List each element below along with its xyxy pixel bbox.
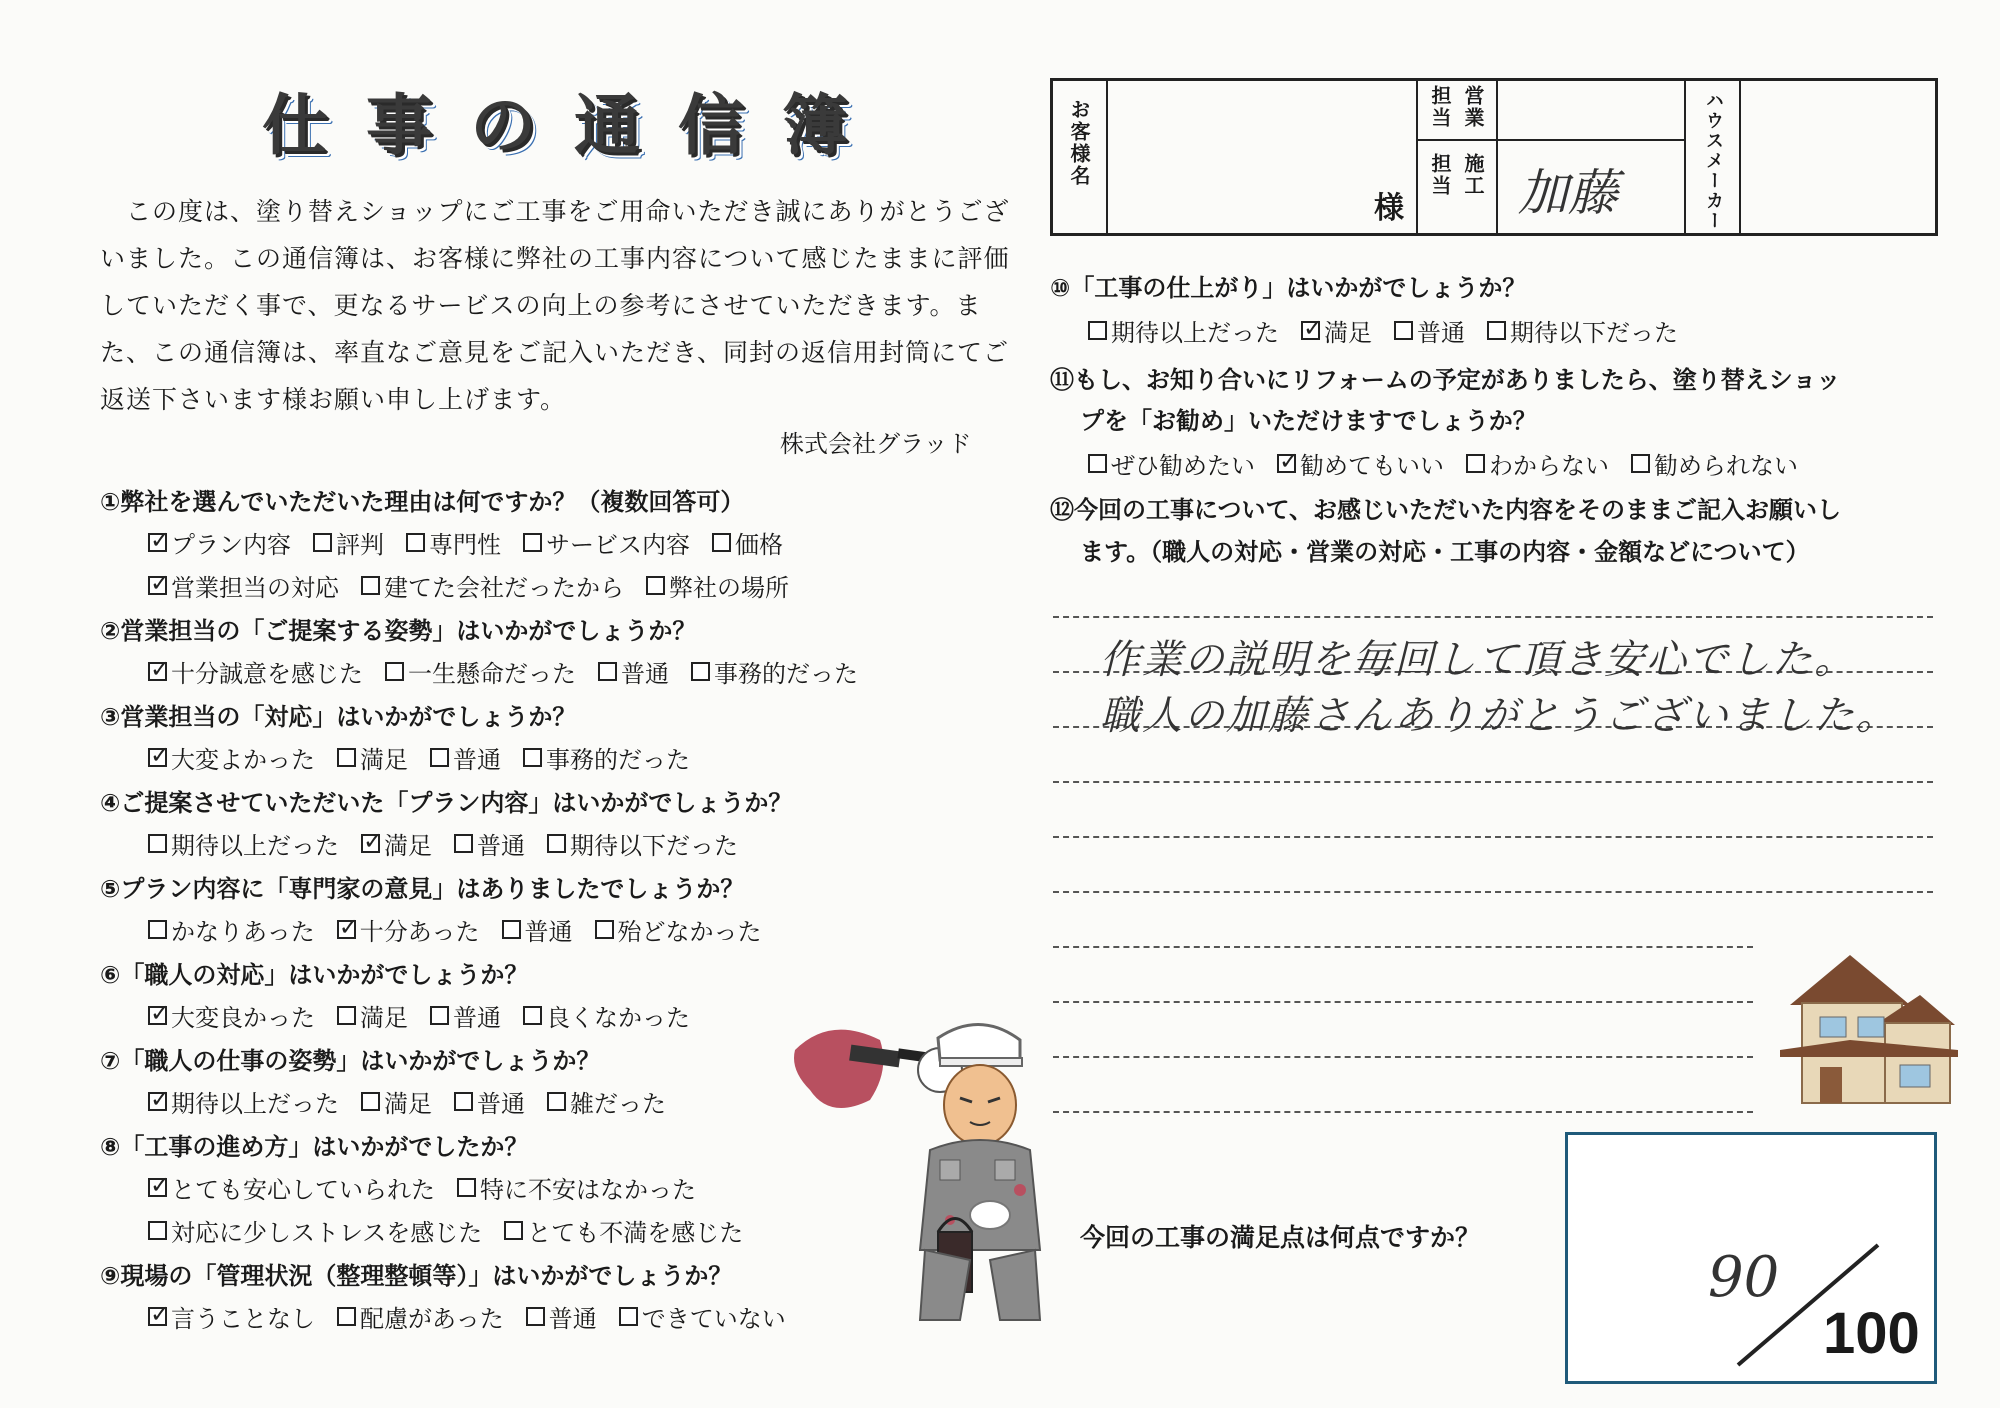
option-label: 勧めてもいい	[1300, 452, 1444, 480]
checkbox[interactable]	[148, 834, 167, 853]
option[interactable]	[1487, 313, 1678, 348]
checkbox[interactable]	[598, 662, 617, 681]
option-label: 雑だった	[570, 1090, 666, 1118]
checkbox[interactable]	[1487, 321, 1506, 340]
option[interactable]	[148, 1170, 435, 1205]
checkbox[interactable]	[547, 1092, 566, 1111]
comment-line	[1053, 781, 1933, 783]
option-label: 十分誠意を感じた	[171, 660, 363, 688]
checkbox[interactable]	[337, 748, 356, 767]
option-label: 普通	[1417, 319, 1465, 347]
option[interactable]	[619, 1299, 786, 1334]
question-heading: ①弊社を選んでいただいた理由は何ですか？（複数回答可）	[100, 488, 745, 516]
option-label: 普通	[621, 660, 669, 688]
sales-label-cell	[1418, 81, 1498, 141]
option[interactable]	[1466, 446, 1609, 481]
construction-value: 加藤	[1518, 164, 1618, 222]
housemaker-label: ハウスメーカー	[1703, 91, 1724, 231]
checkbox[interactable]	[595, 920, 614, 939]
checkbox[interactable]	[502, 920, 521, 939]
checkbox[interactable]	[148, 1221, 167, 1240]
options-row	[1088, 313, 1950, 348]
score-max: 100	[1823, 1301, 1920, 1366]
option-label: 殆どなかった	[617, 918, 762, 946]
option-label: 満足	[384, 1090, 432, 1118]
checkbox[interactable]	[1088, 321, 1107, 340]
option-label: かなりあった	[171, 918, 315, 946]
option[interactable]	[454, 826, 525, 861]
sales-value-field[interactable]	[1498, 81, 1686, 141]
option[interactable]	[598, 654, 669, 689]
comment-handwritten-line1: 作業の説明を毎回して頂き安心でした。	[1100, 637, 1856, 683]
sales-label-b: 担当	[1428, 85, 1452, 129]
option-label: 大変良かった	[171, 1004, 315, 1032]
option-label: 普通	[477, 1090, 525, 1118]
option[interactable]	[523, 998, 690, 1033]
options-row	[148, 740, 1000, 775]
customer-suffix: 様	[1374, 191, 1404, 226]
option[interactable]	[361, 1084, 432, 1119]
comment-line	[1053, 616, 1933, 618]
option-label: 満足	[360, 1004, 408, 1032]
option[interactable]	[337, 998, 408, 1033]
option[interactable]	[430, 740, 501, 775]
question-heading: ②営業担当の「ご提案する姿勢」はいかがでしょうか？	[100, 617, 697, 645]
company-name: 株式会社グラッド	[780, 430, 972, 458]
option-label: 価格	[735, 531, 783, 559]
comment-line	[1053, 1001, 1753, 1003]
checkbox[interactable]	[361, 1092, 380, 1111]
question-heading: ⑥「職人の対応」はいかがでしょうか？	[100, 961, 529, 989]
sales-label-a: 営業	[1461, 85, 1485, 129]
customer-name-field[interactable]	[1108, 81, 1418, 233]
option[interactable]	[148, 654, 363, 689]
construction-label-b: 担当	[1428, 153, 1452, 197]
option[interactable]	[502, 912, 573, 947]
checkbox[interactable]	[454, 834, 473, 853]
option-label: 満足	[360, 746, 408, 774]
option-label: とても安心していられた	[171, 1176, 435, 1204]
comment-line	[1053, 1056, 1753, 1058]
option[interactable]	[406, 525, 501, 560]
checkbox[interactable]	[430, 1006, 449, 1025]
option-label: 普通	[453, 1004, 501, 1032]
checked-checkbox[interactable]	[148, 1092, 167, 1111]
option[interactable]	[504, 1213, 743, 1248]
option[interactable]	[148, 1213, 482, 1248]
checked-checkbox[interactable]	[148, 576, 167, 595]
construction-label-a: 施工	[1461, 153, 1485, 197]
option-label: 期待以上だった	[171, 832, 339, 860]
customer-info-table	[1050, 78, 1938, 236]
checkbox[interactable]	[457, 1178, 476, 1197]
option-label: 期待以下だった	[570, 832, 738, 860]
option[interactable]	[148, 568, 339, 603]
checked-checkbox[interactable]	[361, 834, 380, 853]
option[interactable]	[148, 826, 339, 861]
comment-handwritten-line2: 職人の加藤さんありがとうございました。	[1100, 693, 1898, 739]
option-label: 配慮があった	[360, 1305, 504, 1333]
option[interactable]	[430, 998, 501, 1033]
option-label: 十分あった	[359, 918, 480, 946]
painter-worker-illustration	[790, 1010, 1050, 1330]
option[interactable]	[148, 998, 315, 1033]
option-label: 大変よかった	[171, 746, 315, 774]
checkbox[interactable]	[523, 1006, 542, 1025]
option[interactable]	[1631, 446, 1798, 481]
score-box[interactable]	[1565, 1132, 1937, 1384]
option-label: 満足	[1324, 319, 1372, 347]
option-label: 一生懸命だった	[408, 660, 576, 688]
checked-checkbox[interactable]	[148, 1006, 167, 1025]
checkbox[interactable]	[646, 576, 665, 595]
q12-line1: ⑫今回の工事について、お感じいただいた内容をそのままご記入お願いし	[1050, 496, 1842, 524]
option-label: 評判	[336, 531, 384, 559]
checkbox[interactable]	[523, 748, 542, 767]
option[interactable]	[1301, 313, 1372, 348]
option[interactable]	[1394, 313, 1465, 348]
checkbox[interactable]	[691, 662, 710, 681]
comment-line	[1053, 891, 1933, 893]
option-label: 良くなかった	[546, 1004, 690, 1032]
option-label: 普通	[453, 746, 501, 774]
checkbox[interactable]	[1466, 454, 1485, 473]
option-label: 普通	[548, 1305, 597, 1333]
checked-checkbox[interactable]	[148, 533, 167, 552]
score-question: 今回の工事の満足点は何点ですか？	[1080, 1223, 1481, 1252]
option[interactable]	[523, 525, 690, 560]
checkbox[interactable]	[547, 834, 566, 853]
construction-value-field[interactable]	[1498, 141, 1686, 233]
comment-line	[1053, 836, 1933, 838]
score-value: 90	[1708, 1245, 1780, 1310]
housemaker-label-cell	[1686, 81, 1741, 233]
option-label: 期待以上だった	[171, 1090, 339, 1118]
question-heading: ⑪もし、お知り合いにリフォームの予定がありましたら、塗り替えショッ	[1050, 366, 1841, 394]
option[interactable]	[646, 568, 789, 603]
option[interactable]	[361, 568, 624, 603]
checkbox[interactable]	[148, 920, 167, 939]
checkbox[interactable]	[1631, 454, 1650, 473]
option[interactable]	[595, 912, 762, 947]
options-row	[148, 525, 1000, 560]
option[interactable]	[337, 912, 480, 947]
checked-checkbox[interactable]	[1301, 321, 1320, 340]
option-label: ぜひ勧めたい	[1111, 452, 1255, 480]
option-label: 勧められない	[1654, 452, 1798, 480]
checkbox[interactable]	[504, 1221, 523, 1240]
options-row	[1088, 446, 1950, 481]
option[interactable]	[1088, 446, 1255, 481]
construction-label-cell	[1418, 141, 1498, 233]
option[interactable]	[313, 525, 384, 560]
checkbox[interactable]	[454, 1092, 473, 1111]
question-heading: ④ご提案させていただいた「プラン内容」はいかがでしょうか？	[100, 789, 793, 817]
comment-line	[1053, 1111, 1753, 1113]
option-label: サービス内容	[546, 531, 690, 559]
option-label: 弊社の場所	[669, 574, 789, 602]
option-label: できていない	[641, 1305, 786, 1333]
option-label: 事務的だった	[714, 660, 858, 688]
option[interactable]	[547, 826, 738, 861]
option-label: とても不満を感じた	[527, 1219, 744, 1247]
option[interactable]	[691, 654, 858, 689]
option[interactable]	[526, 1299, 597, 1334]
option[interactable]	[457, 1170, 696, 1205]
option-label: 満足	[384, 832, 432, 860]
checked-checkbox[interactable]	[148, 748, 167, 767]
question-heading: ③営業担当の「対応」はいかがでしょうか？	[100, 703, 577, 731]
question-heading: ⑩「工事の仕上がり」はいかがでしょうか？	[1050, 274, 1527, 302]
checkbox[interactable]	[712, 533, 731, 552]
option-label: 営業担当の対応	[171, 574, 339, 602]
checkbox[interactable]	[430, 748, 449, 767]
checkbox[interactable]	[337, 1006, 356, 1025]
option-label: 専門性	[429, 531, 501, 559]
question-heading: ⑧「工事の進め方」はいかがでしたか？	[100, 1133, 529, 1161]
checkbox[interactable]	[619, 1307, 638, 1326]
checkbox[interactable]	[526, 1307, 545, 1326]
option[interactable]	[361, 826, 432, 861]
option-label: 普通	[477, 832, 525, 860]
checked-checkbox[interactable]	[148, 662, 167, 681]
options-row	[148, 568, 1000, 603]
options-row	[148, 912, 1000, 947]
question-heading: プを「お勧め」いただけますでしょうか？	[1080, 407, 1537, 435]
customer-label: お客様名	[1067, 99, 1091, 187]
option-label: 期待以上だった	[1111, 319, 1279, 347]
option[interactable]	[385, 654, 576, 689]
option-label: プラン内容	[171, 531, 291, 559]
option-label: わからない	[1489, 452, 1609, 480]
option-label: 対応に少しストレスを感じた	[171, 1219, 483, 1247]
option[interactable]	[337, 740, 408, 775]
intro-paragraph: この度は、塗り替えショップにご工事をご用命いただき誠にありがとうございました。この通信簿は、お客様に弊社の工事内容について感じたままに評価していただく事で、更なるサービスの向上の参考にさせていただきます。また、この通信簿は、率直なご意見をご記入いただき、同封の返信用封筒にてご返送下さいます様お願い申し上げます。	[100, 197, 1010, 414]
question-heading: ⑨現場の「管理状況（整理整頓等）」はいかがでしょうか？	[100, 1262, 733, 1290]
option-label: 普通	[524, 918, 573, 946]
option-label: 建てた会社だったから	[384, 574, 624, 602]
house-illustration	[1780, 945, 1960, 1105]
page-title: 仕事の通信簿	[262, 87, 886, 164]
option[interactable]	[148, 1084, 339, 1119]
checkbox[interactable]	[361, 576, 380, 595]
checkbox[interactable]	[523, 533, 542, 552]
options-row	[148, 654, 1000, 689]
checkbox[interactable]	[406, 533, 425, 552]
option-label: 特に不安はなかった	[480, 1176, 696, 1204]
right-questions	[1050, 268, 1950, 493]
customer-label-cell	[1053, 81, 1108, 233]
checkbox[interactable]	[1394, 321, 1413, 340]
checked-checkbox[interactable]	[148, 1307, 167, 1326]
option[interactable]	[337, 1299, 504, 1334]
checked-checkbox[interactable]	[1277, 454, 1296, 473]
option[interactable]	[148, 912, 315, 947]
option[interactable]	[712, 525, 783, 560]
option[interactable]	[547, 1084, 666, 1119]
option-label: 言うことなし	[171, 1305, 315, 1333]
option[interactable]	[148, 525, 291, 560]
comment-line	[1053, 946, 1753, 948]
checked-checkbox[interactable]	[148, 1178, 167, 1197]
question-heading: ⑦「職人の仕事の姿勢」はいかがでしょうか？	[100, 1047, 601, 1075]
question-heading: ⑤プラン内容に「専門家の意見」はありましたでしょうか？	[100, 875, 745, 903]
checked-checkbox[interactable]	[337, 920, 356, 939]
option[interactable]	[454, 1084, 525, 1119]
q12-line2: ます。（職人の対応・営業の対応・工事の内容・金額などについて）	[1080, 538, 1810, 566]
checkbox[interactable]	[337, 1307, 356, 1326]
option[interactable]	[1088, 313, 1279, 348]
housemaker-value-field[interactable]	[1741, 81, 1935, 233]
option[interactable]	[523, 740, 690, 775]
option-label: 期待以下だった	[1510, 319, 1678, 347]
checkbox[interactable]	[313, 533, 332, 552]
option[interactable]	[148, 740, 315, 775]
checkbox[interactable]	[1088, 454, 1107, 473]
checkbox[interactable]	[385, 662, 404, 681]
option[interactable]	[148, 1299, 315, 1334]
option[interactable]	[1277, 446, 1444, 481]
option-label: 事務的だった	[546, 746, 690, 774]
options-row	[148, 826, 1000, 861]
